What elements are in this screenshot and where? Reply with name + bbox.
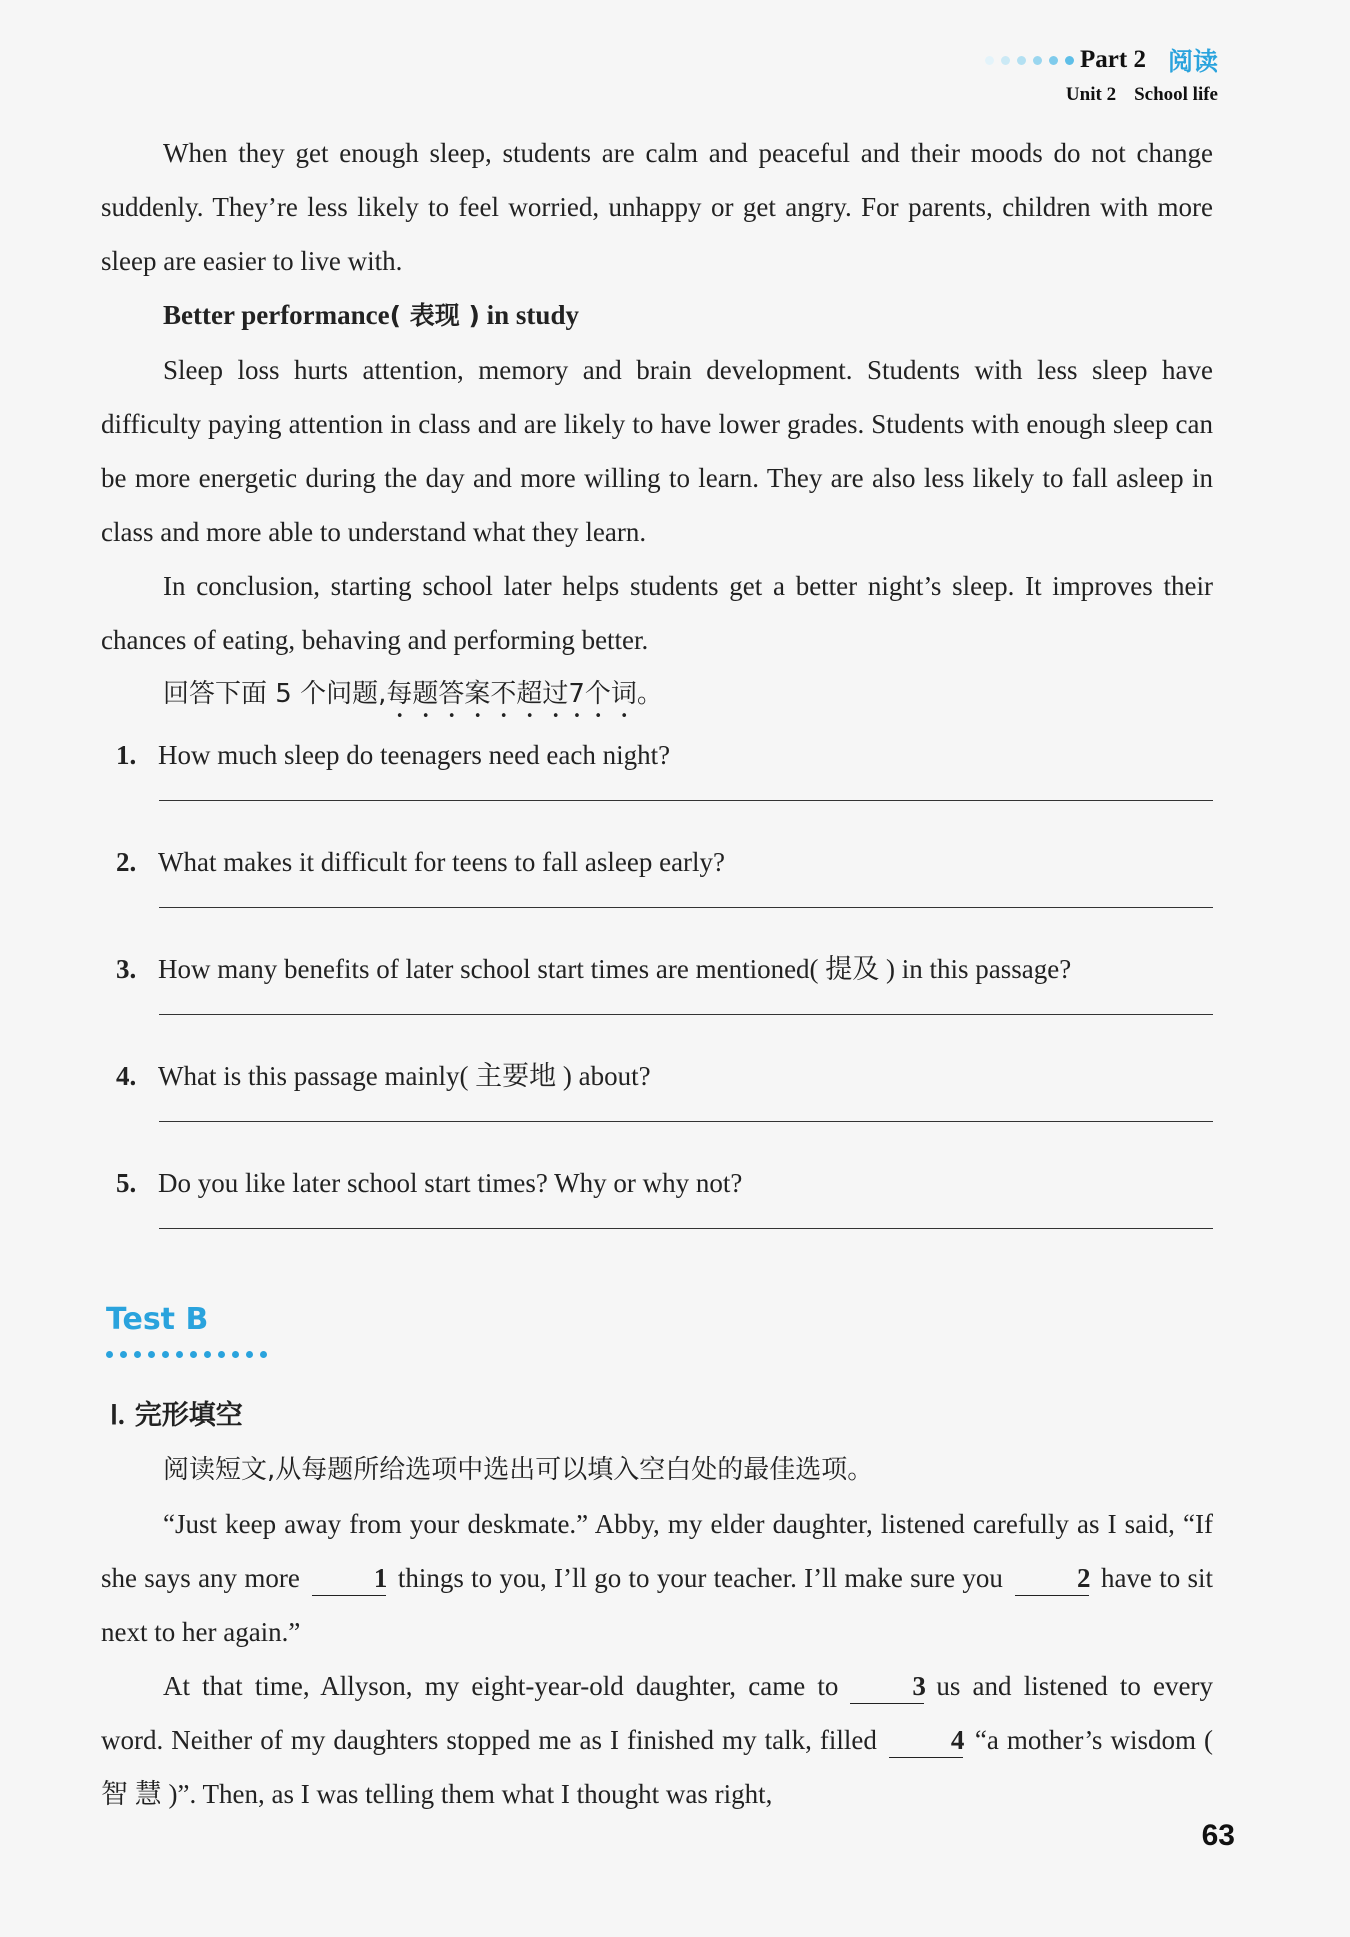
question-item xyxy=(101,1049,1213,1156)
cloze-text: At that time, Allyson, my eight-year-old daughter, came to xyxy=(163,1671,839,1701)
question-number: 4. xyxy=(116,1061,137,1091)
question-item xyxy=(101,835,1213,942)
part-cn-label: 阅读 xyxy=(1167,47,1218,76)
cloze-section xyxy=(101,1388,1213,1821)
cloze-paragraph xyxy=(101,1659,1213,1821)
page-number: 63 xyxy=(1201,1819,1235,1852)
question-number: 2. xyxy=(116,847,137,877)
unit-title: School life xyxy=(1134,84,1218,105)
question-number: 5. xyxy=(116,1168,137,1198)
cloze-text: have to sit next to her again.” xyxy=(101,1563,1214,1647)
section-title-text: 完形填空 xyxy=(134,1400,243,1431)
cloze-blank-3[interactable]: 3 xyxy=(850,1669,924,1704)
cloze-text: “a mother’s wisdom ( 智 慧 )”. Then, as I was telling them what I thought was right, xyxy=(101,1725,1213,1809)
question-text: Do you like later school start times? Why or why not? xyxy=(158,1168,743,1198)
cloze-paragraph xyxy=(101,1497,1213,1659)
question-number: 3. xyxy=(116,954,137,984)
cloze-blank-1[interactable]: 1 xyxy=(312,1561,386,1596)
cloze-text: us and listened to every word. Neither of my daughters stopped me as I finished my talk, filled xyxy=(101,1671,1214,1755)
part-label: Part 2 xyxy=(1080,46,1146,73)
instruction-prefix: 回答下面 5 个问题, xyxy=(163,679,387,709)
reading-passage xyxy=(101,126,1213,1263)
unit-label: Unit 2 xyxy=(1065,84,1117,105)
instruction-suffix: 。 xyxy=(636,679,663,709)
section-title xyxy=(110,1388,1213,1443)
instruction-emphasis: 每题答案不超过7个词 xyxy=(386,679,637,709)
cloze-blank-4[interactable]: 4 xyxy=(889,1723,963,1758)
passage-paragraph: In conclusion, starting school later helps students get a better night’s sleep. It improves their chances of eating, behaving and performing better. xyxy=(101,571,1213,655)
passage-paragraph: When they get enough sleep, students are calm and peaceful and their moods do not change suddenly. They’re less likely to feel worried, unhappy or get angry. For parents, children with more sleep are easier to live with. xyxy=(101,138,1213,276)
cloze-instruction: 阅读短文,从每题所给选项中选出可以填入空白处的最佳选项。 xyxy=(163,1455,874,1485)
running-header xyxy=(985,42,1218,106)
question-text: How much sleep do teenagers need each night? xyxy=(158,740,671,770)
question-item xyxy=(101,728,1213,835)
answer-line[interactable] xyxy=(159,907,1213,908)
subheading-text-end: in study xyxy=(479,300,579,330)
section-roman-numeral: Ⅰ. xyxy=(110,1400,125,1430)
question-instruction xyxy=(163,667,1213,724)
header-dots-decoration xyxy=(985,56,1074,65)
question-text: How many benefits of later school start times are mentioned( 提及 ) in this passage? xyxy=(158,954,1072,984)
subheading-text: Better performance xyxy=(163,300,390,330)
question-text: What makes it difficult for teens to fall asleep early? xyxy=(158,847,726,877)
question-number: 1. xyxy=(116,740,137,770)
test-b-dots-decoration xyxy=(106,1351,267,1358)
cloze-text: things to you, I’ll go to your teacher. I’ll make sure you xyxy=(397,1563,1003,1593)
section-subheading xyxy=(163,288,1213,343)
passage-paragraph: Sleep loss hurts attention, memory and brain development. Students with less sleep have difficulty paying attention in class and are likely to have lower grades. Students with enough sleep can be more energetic during the day and more willing to learn. They are also less likely to fall asleep in class and more able to understand what they learn. xyxy=(101,355,1213,547)
cloze-text: “Just keep away from your deskmate.” Abby, my elder daughter, listened carefully as I said, “If she says any more xyxy=(101,1509,1213,1593)
subheading-cn-gloss: ( 表现 ) xyxy=(389,301,480,330)
answer-line[interactable] xyxy=(159,800,1213,801)
cloze-blank-2[interactable]: 2 xyxy=(1015,1561,1089,1596)
question-item xyxy=(101,942,1213,1049)
answer-line[interactable] xyxy=(159,1121,1213,1122)
question-item xyxy=(101,1156,1213,1263)
answer-line[interactable] xyxy=(159,1228,1213,1229)
question-text: What is this passage mainly( 主要地 ) about? xyxy=(158,1061,651,1091)
question-list xyxy=(101,728,1213,1263)
answer-line[interactable] xyxy=(159,1014,1213,1015)
test-b-title: Test B xyxy=(106,1302,209,1337)
